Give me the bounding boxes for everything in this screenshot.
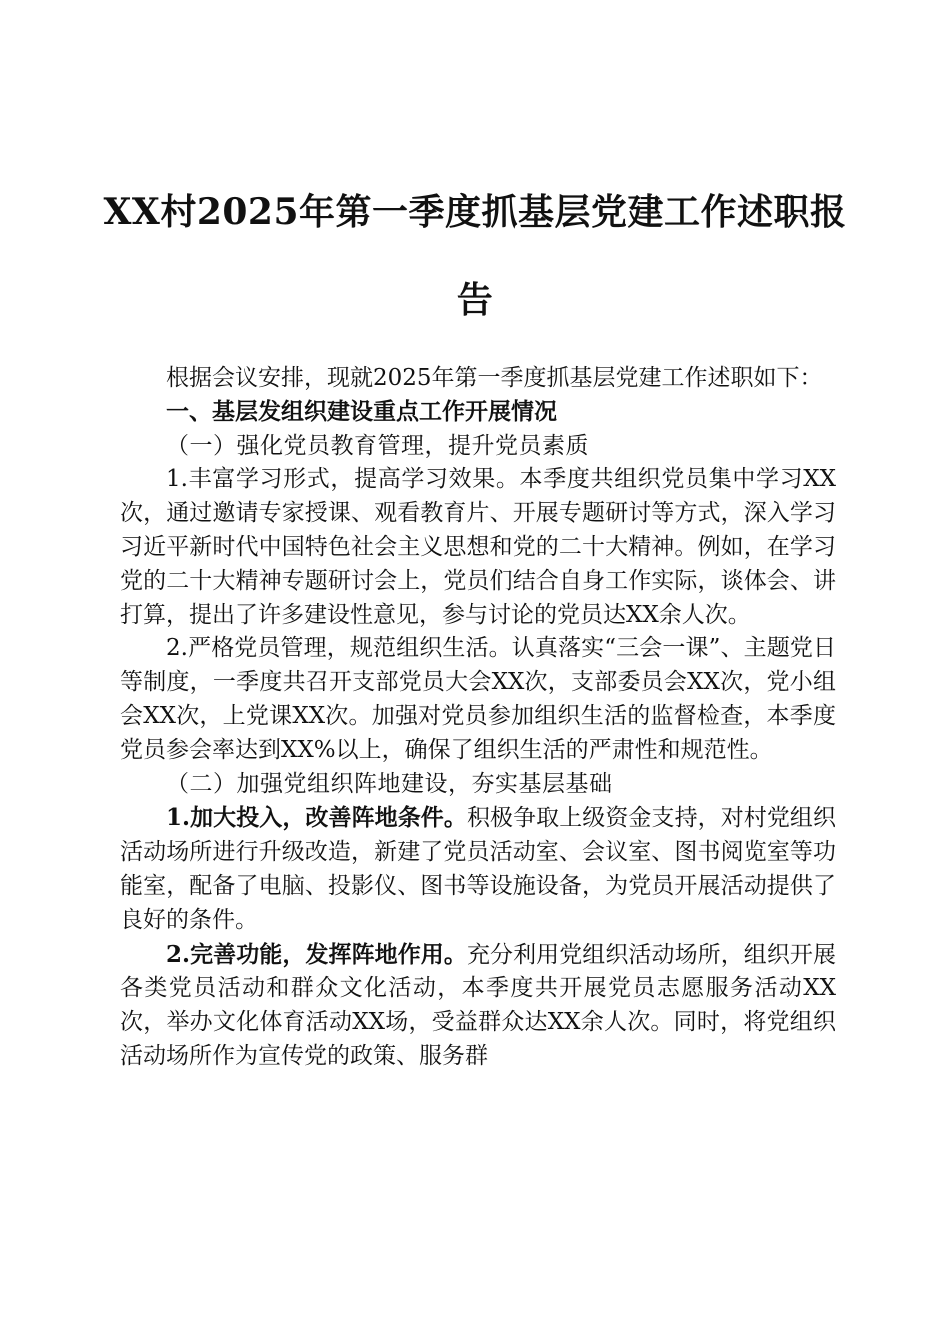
paragraph-2-2-lead: 2.完善功能，发挥阵地作用。 — [166, 940, 467, 968]
subsection-heading-1: （一）强化党员教育管理，提升党员素质 — [166, 432, 589, 459]
paragraph-2-2-text: 充分利用党组织活动场所，组织开展各类党员活动和群众文化活动，本季度共开展党员志愿服务活动XX次，举办文化体育活动XX场，受益群众达XX余人次。同时，将党组织活动场所作为宣传党的政策、服务群 — [120, 941, 837, 1069]
paragraph-2-1-text: 积极争取上级资金支持，对村党组织活动场所进行升级改造，新建了党员活动室、会议室、图书阅览室等功能室，配备了电脑、投影仪、图书等设施设备，为党员开展活动提供了良好的条件。 — [120, 805, 837, 933]
paragraph-2-2 — [120, 938, 836, 1074]
paragraph-2-1-lead: 1.加大投入，改善阵地条件。 — [166, 804, 467, 832]
document-title: XX村2025年第一季度抓基层党建工作述职报告 — [103, 191, 847, 321]
subsection-heading-2: （二）加强党组织阵地建设，夯实基层基础 — [166, 770, 613, 797]
paragraph-1-2: 2.严格党员管理，规范组织生活。认真落实“三会一课”、主题党日等制度，一季度共召开支部党员大会XX次，支部委员会XX次，党小组会XX次，上党课XX次。加强对党员参加组织生活的监督检查，本季度党员参会率达到XX%以上，确保了组织生活的严肃性和规范性。 — [120, 635, 836, 763]
section-heading-1: 一、基层发组织建设重点工作开展情况 — [166, 398, 557, 425]
document-body — [120, 362, 836, 1074]
paragraph-1-1: 1.丰富学习形式，提高学习效果。本季度共组织党员集中学习XX次，通过邀请专家授课、观看教育片、开展专题研讨等方式，深入学习习近平新时代中国特色社会主义思想和党的二十大精神。例如，在学习党的二十大精神专题研讨会上，党员们结合自身工作实际，谈体会、讲打算，提出了许多建设性意见，参与讨论的党员达XX余人次。 — [120, 466, 836, 628]
intro-paragraph: 根据会议安排，现就2025年第一季度抓基层党建工作述职如下： — [166, 365, 823, 391]
paragraph-2-1 — [120, 801, 836, 937]
